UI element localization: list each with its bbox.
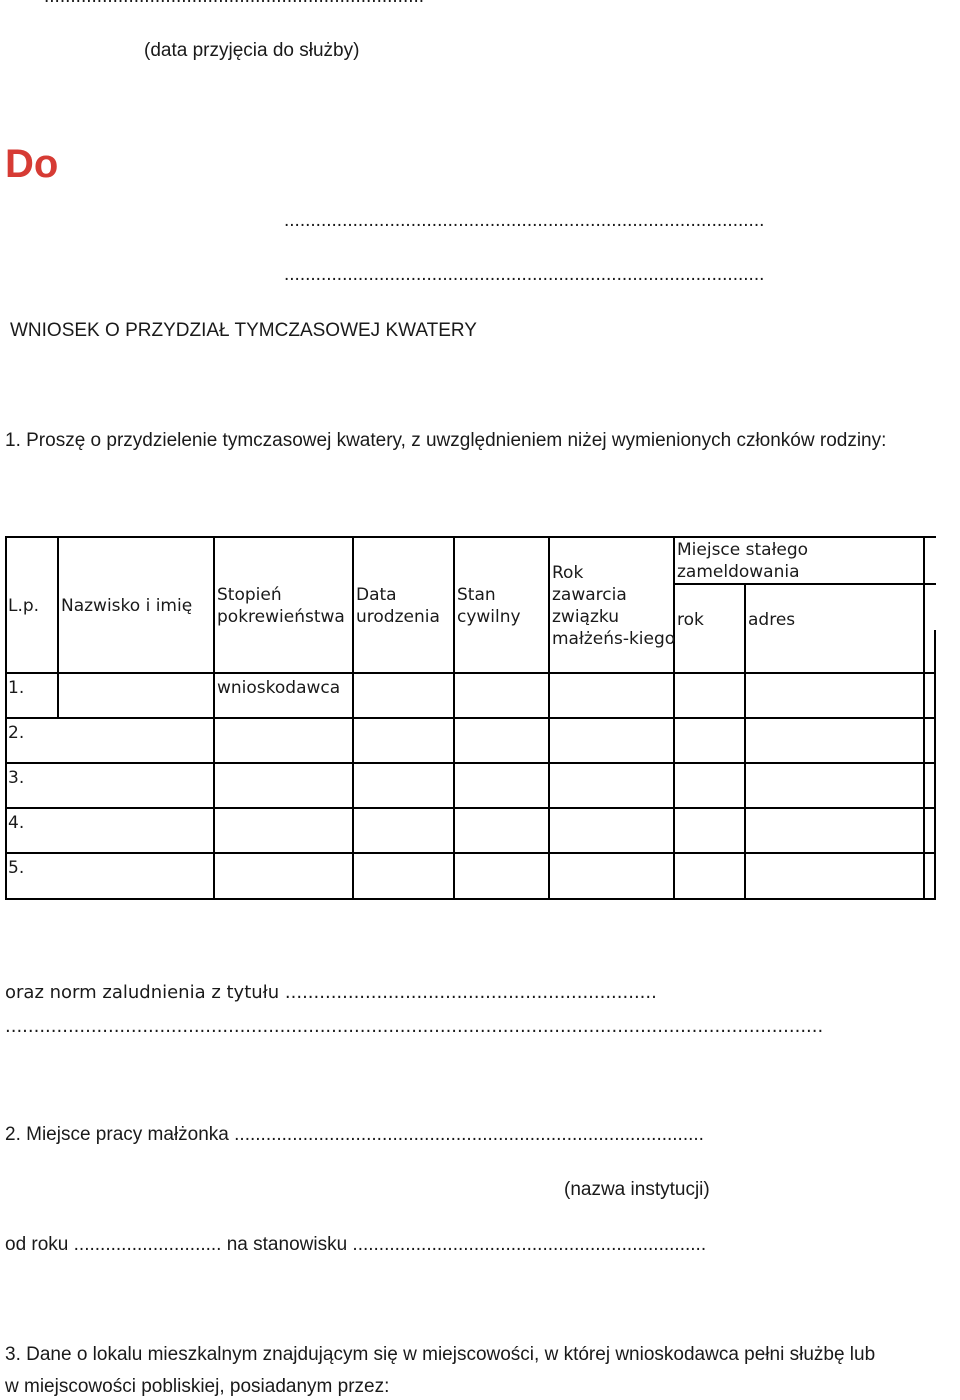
header-civil-1: Stan — [457, 585, 496, 605]
row-number: 4. — [8, 813, 25, 833]
header-marriage-4: małżeńs-kiego — [552, 629, 676, 649]
header-degree-2: pokrewieństwa — [217, 607, 345, 627]
row-number: 3. — [8, 768, 25, 788]
norms-line-1[interactable]: oraz norm zaludnienia z tytułu ................................................................. — [5, 982, 657, 1003]
header-degree-1: Stopień — [217, 585, 282, 605]
document-title: WNIOSEK O PRZYDZIAŁ TYMCZASOWEJ KWATERY — [10, 320, 477, 341]
section-2-text[interactable]: 2. Miejsce pracy małżonka ......................................................................................... — [5, 1124, 704, 1145]
header-marriage-3: związku — [552, 607, 619, 627]
service-date-dots — [44, 0, 424, 8]
since-year-position-line[interactable]: od roku ............................ na stanowisku ................................................................... — [5, 1234, 707, 1255]
header-address: adres — [748, 610, 796, 630]
row-number: 5. — [8, 858, 25, 878]
family-members-table — [5, 536, 936, 900]
header-name: Nazwisko i imię — [61, 596, 193, 616]
row-number: 2. — [8, 723, 25, 743]
header-residence-2: zameldowania — [677, 562, 800, 582]
row-degree: wnioskodawca — [217, 678, 341, 698]
header-marriage-1: Rok — [552, 563, 584, 583]
header-birth-2: urodzenia — [356, 607, 440, 627]
addressee-line-2[interactable]: ........................................................................................... — [284, 264, 765, 285]
addressee-line-1[interactable]: ........................................................................................... — [284, 210, 765, 231]
norms-line-2[interactable]: ............................................................................................................................................... — [5, 1016, 824, 1037]
header-residence-1: Miejsce stałego — [677, 540, 809, 560]
header-marriage-2: zawarcia — [552, 585, 627, 605]
institution-caption: (nazwa instytucji) — [564, 1179, 710, 1200]
header-year: rok — [677, 610, 704, 630]
row-number: 1. — [8, 678, 25, 698]
section-3-line-1: 3. Dane o lokalu mieszkalnym znajdującym się w miejscowości, w której wnioskodawca pełni służbę lub — [5, 1344, 876, 1365]
header-lp: L.p. — [8, 596, 40, 616]
header-birth-1: Data — [356, 585, 397, 605]
section-1-text: 1. Proszę o przydzielenie tymczasowej kwatery, z uwzględnieniem niżej wymienionych członków rodziny: — [5, 430, 887, 451]
section-3-line-2: w miejscowości pobliskiej, posiadanym przez: — [5, 1376, 390, 1397]
service-date-caption: (data przyjęcia do służby) — [144, 40, 360, 61]
addressee-heading: Do — [5, 142, 59, 186]
header-civil-2: cywilny — [457, 607, 521, 627]
